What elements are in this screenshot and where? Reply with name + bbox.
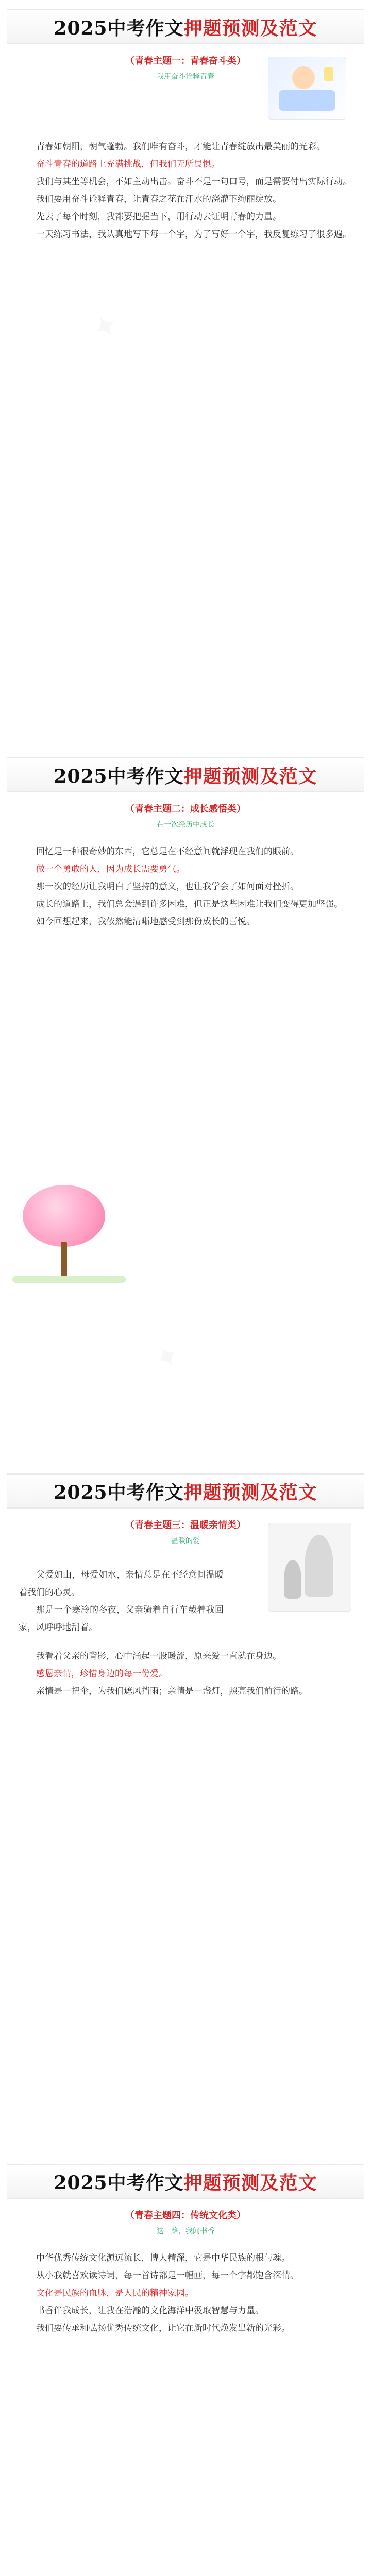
grass-icon xyxy=(12,1276,126,1283)
essay-section-3 xyxy=(0,1473,371,1700)
essay-section-4 xyxy=(0,2164,371,2337)
paragraph: 父爱如山，母爱如水，亲情总是在不经意间温暖着我们的心灵。 xyxy=(19,1570,224,1598)
theme-title: （青春主题四：传统文化类） xyxy=(125,2210,246,2221)
essay-section-1 xyxy=(0,9,371,243)
paragraph: 成长的道路上，我们总会遇到许多困难，但正是这些困难让我们变得更加坚强。 xyxy=(36,899,343,909)
paragraph: 青春如朝阳，朝气蓬勃。我们唯有奋斗，才能让青春绽放出最美丽的光彩。 xyxy=(36,142,325,152)
child-figure-icon xyxy=(284,1560,301,1599)
tree-trunk-icon xyxy=(61,1242,67,1278)
section-banner xyxy=(7,2164,364,2199)
theme-title: （青春主题三：温暖亲情类） xyxy=(125,1520,246,1531)
paragraph: 一天练习书法，我认真地写下每一个字，为了写好一个字，我反复练习了很多遍。 xyxy=(36,229,351,240)
tree-crown-icon xyxy=(23,1185,105,1247)
highlight-paragraph: 奋斗青春的道路上充满挑战，但我们无所畏惧。 xyxy=(36,159,220,170)
father-figure-icon xyxy=(305,1535,333,1597)
paragraph: 我们要用奋斗诠释青春，让青春之花在汗水的浇灌下绚丽绽放。 xyxy=(36,194,281,205)
paragraph: 从小我就喜欢读诗词，每一首诗都是一幅画，每一个字都饱含深情。 xyxy=(36,2270,299,2281)
essay-title: 我用奋斗诠释青春 xyxy=(157,73,214,81)
section-banner xyxy=(7,757,364,792)
paragraph: 回忆是一种很奇妙的东西，它总是在不经意间就浮现在我们的眼前。 xyxy=(36,846,299,857)
banner-title: 2025中考作文押题预测及范文 xyxy=(54,2172,317,2194)
watermark: ✦ xyxy=(85,305,126,349)
paragraph: 先去了每个时刻，我都要把握当下，用行动去证明青春的力量。 xyxy=(36,212,281,222)
student-illustration xyxy=(268,57,346,120)
essay-title: 这一路，我闻书香 xyxy=(157,2227,214,2235)
theme-title: （青春主题二：成长感悟类） xyxy=(125,804,246,815)
section-banner xyxy=(7,9,364,44)
essay-title: 温暖的爱 xyxy=(171,1537,200,1545)
paragraph: 亲情是一把伞，为我们遮风挡雨；亲情是一盏灯，照亮我们前行的路。 xyxy=(36,1686,308,1697)
banner-title: 2025中考作文押题预测及范文 xyxy=(54,765,317,787)
watermark: ✦ xyxy=(147,1335,188,1380)
paragraph: 我们与其坐等机会，不如主动出击。奋斗不是一句口号，而是需要付出实际行动。 xyxy=(36,177,351,187)
student-head-icon xyxy=(292,66,315,89)
highlight-paragraph: 文化是民族的血脉，是人民的精神家园。 xyxy=(36,2288,194,2298)
lamp-icon xyxy=(324,67,333,81)
paragraph: 我们要传承和弘扬优秀传统文化，让它在新时代焕发出新的光彩。 xyxy=(36,2323,290,2333)
blossom-tree-illustration xyxy=(12,1180,126,1288)
highlight-paragraph: 做一个勇敢的人，因为成长需要勇气。 xyxy=(36,864,185,874)
theme-title: （青春主题一：青春奋斗类） xyxy=(125,56,246,66)
banner-title: 2025中考作文押题预测及范文 xyxy=(54,17,317,39)
essay-section-2 xyxy=(0,757,371,930)
banner-title: 2025中考作文押题预测及范文 xyxy=(54,1481,317,1503)
paragraph: 我看着父亲的背影，心中涌起一股暖流，原来爱一直就在身边。 xyxy=(36,1651,281,1662)
paragraph: 如今回想起来，我依然能清晰地感受到那份成长的喜悦。 xyxy=(36,917,255,927)
paragraph: 中华优秀传统文化源远流长，博大精深，它是中华民族的根与魂。 xyxy=(36,2253,290,2263)
father-child-illustration xyxy=(268,1523,351,1612)
highlight-paragraph: 感恩亲情，珍惜身边的每一份爱。 xyxy=(36,1669,167,1679)
paragraph: 那是一个寒冷的冬夜，父亲骑着自行车载着我回家，风呼呼地刮着。 xyxy=(19,1605,224,1633)
essay-title: 在一次经历中成长 xyxy=(157,821,214,829)
paragraph: 那一次的经历让我明白了坚持的意义，也让我学会了如何面对挫折。 xyxy=(36,882,299,892)
paragraph: 书香伴我成长，让我在浩瀚的文化海洋中汲取智慧与力量。 xyxy=(36,2306,264,2316)
desk-icon xyxy=(279,90,335,111)
section-banner xyxy=(7,1473,364,1509)
